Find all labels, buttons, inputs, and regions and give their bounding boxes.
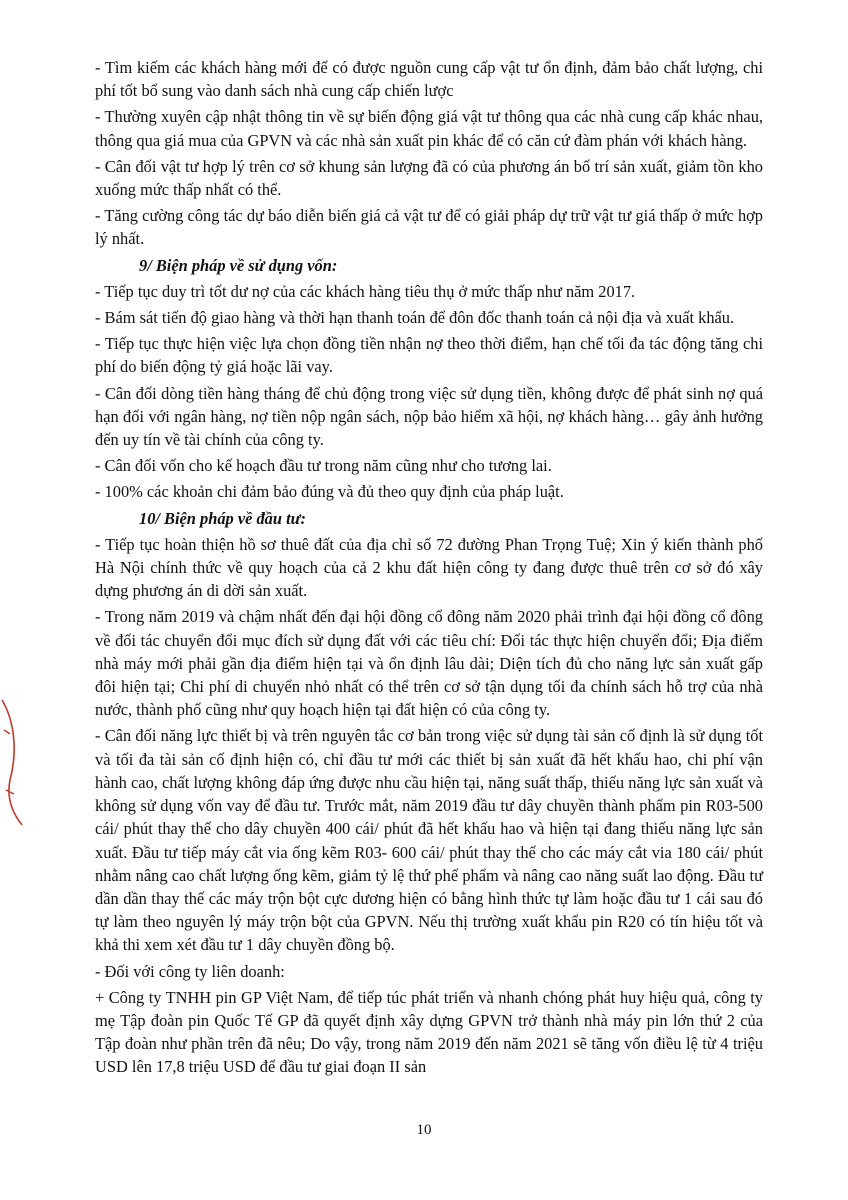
body-paragraph: - Tiếp tục duy trì tốt dư nợ của các khách hàng tiêu thụ ở mức thấp như năm 2017. (95, 281, 636, 301)
document-body (95, 56, 763, 1082)
body-paragraph: - Tăng cường công tác dự báo diễn biến giá cả vật tư để có giải pháp dự trữ vật tư giá thấp ở mức hợp lý nhất. (95, 206, 763, 249)
page-number: 10 (416, 1122, 432, 1138)
body-paragraph: - Tìm kiếm các khách hàng mới để có được nguồn cung cấp vật tư ổn định, đảm bảo chất lượng, chi phí tốt bổ sung vào danh sách nhà cung cấp chiến lược (95, 58, 763, 101)
body-paragraph: - Cân đối dòng tiền hàng tháng để chủ động trong việc sử dụng tiền, không được để phát sinh nợ quá hạn đối với ngân hàng, nợ tiền nộp ngân sách, nộp bảo hiểm xã hội, nợ khách hàng… gây ảnh hưởng đến uy tín về tài chính của công ty. (95, 383, 763, 450)
section-heading: 10/ Biện pháp về đầu tư: (139, 508, 306, 528)
margin-stamp-mark (0, 690, 26, 830)
body-paragraph: - Đối với công ty liên doanh: (95, 961, 285, 981)
section-heading: 9/ Biện pháp về sử dụng vốn: (139, 255, 338, 275)
body-paragraph: + Công ty TNHH pin GP Việt Nam, để tiếp túc phát triển và nhanh chóng phát huy hiệu quả, công ty mẹ Tập đoàn pin Quốc Tế GP đã quyết định xây dựng GPVN trở thành nhà máy pin lớn thứ 2 của Tập đoàn như phần trên đã nêu; Do vậy, trong năm 2019 đến năm 2021 sẽ tăng vốn điều lệ từ 4 triệu USD lên 17,8 triệu USD để đầu tư giai đoạn II sản (95, 987, 763, 1077)
body-paragraph: - Cân đối năng lực thiết bị và trên nguyên tắc cơ bản trong việc sử dụng tài sản cố định là sử dụng tốt và tối đa tài sản cố định hiện có, chỉ đầu tư mới các thiết bị sản xuất đã hết khấu hao, chi phí vận hành cao, chất lượng không đáp ứng được nhu cầu hiện tại, năng suất thấp, thiếu năng lực sản xuất và không sử dụng vốn vay để đầu tư. Trước mắt, năm 2019 đầu tư dây chuyền thành phẩm pin R03-500 cái/ phút thay thế cho dây chuyền 400 cái/ phút đã hết khấu hao và hiện tại đang thiếu năng lực sản xuất. Đầu tư tiếp máy cắt via ống kẽm R03- 600 cái/ phút thay thế cho các máy cắt via 180 cái/ phút nhằm nâng cao chất lượng ống kẽm, giảm tỷ lệ thứ phế phẩm và nâng cao năng suất lao động. Đầu tư dần dần thay thế các máy trộn bột cực dương hiện có bằng hình thức tự làm hoặc đầu tư 1 cái sau đó tự làm theo nguyên lý máy trộn bột của GPVN. Nếu thị trường xuất khẩu pin R20 có tín hiệu tốt và khả thi xem xét đầu tư 1 dây chuyền đồng bộ. (95, 726, 763, 955)
body-paragraph: - 100% các khoản chi đảm bảo đúng và đủ theo quy định của pháp luật. (95, 482, 564, 502)
body-paragraph: - Cân đối vật tư hợp lý trên cơ sở khung sản lượng đã có của phương án bố trí sản xuất, giảm tồn kho xuống mức thấp nhất có thể. (95, 156, 763, 200)
body-paragraph: - Trong năm 2019 và chậm nhất đến đại hội đồng cổ đông năm 2020 phải trình đại hội đồng cổ đông về đối tác chuyển đổi mục đích sử dụng đất với các tiêu chí: Đối tác thực hiện chuyển đổi; Địa điểm nhà máy mới phải gần địa điểm hiện tại và ổn định lâu dài; Diện tích đủ cho năng lực sản xuất gấp đôi hiện tại; Chi phí di chuyển nhỏ nhất có thể trên cơ sở tận dụng tối đa chính sách hỗ trợ của nhà nước, thành phố cũng như quy hoạch hiện tại đất hiện có của công ty. (95, 607, 763, 720)
body-paragraph: - Cân đối vốn cho kế hoạch đầu tư trong năm cũng như cho tương lai. (95, 456, 552, 476)
body-paragraph: - Tiếp tục hoàn thiện hồ sơ thuê đất của địa chỉ số 72 đường Phan Trọng Tuệ; Xin ý kiến thành phố Hà Nội chính thức về quy hoạch của cả 2 khu đất hiện công ty đang được thuê trên cơ sở đó xây dựng phương án di dời sản xuất. (95, 534, 763, 601)
body-paragraph: - Bám sát tiến độ giao hàng và thời hạn thanh toán để đôn đốc thanh toán cả nội địa và xuất khẩu. (95, 308, 735, 328)
body-paragraph: - Tiếp tục thực hiện việc lựa chọn đồng tiền nhận nợ theo thời điểm, hạn chế tối đa tác động tăng chi phí do biến động tỷ giá hoặc lãi vay. (95, 334, 763, 377)
body-paragraph: - Thường xuyên cập nhật thông tin về sự biến động giá vật tư thông qua các nhà cung cấp khác nhau, thông qua giá mua của GPVN và các nhà sản xuất pin khác để có căn cứ đàm phán với khách hàng. (95, 107, 763, 150)
